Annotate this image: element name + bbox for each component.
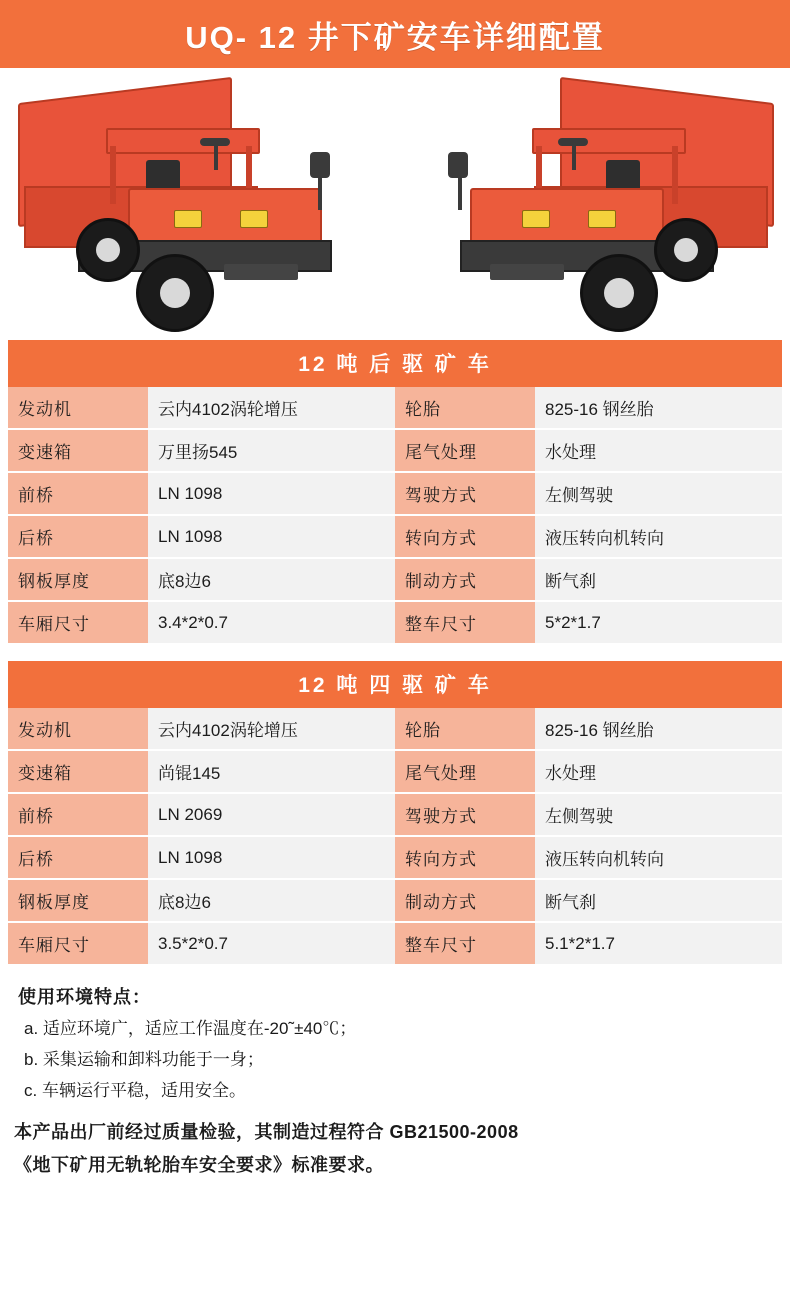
spec-label: 后桥 xyxy=(8,515,148,558)
spec-block-four-wheel-drive xyxy=(8,661,782,964)
wheel-rear xyxy=(76,218,140,282)
spec-value: LN 1098 xyxy=(148,515,395,558)
spec-label: 车厢尺寸 xyxy=(8,922,148,964)
spec-value: 断气刹 xyxy=(535,879,782,922)
spec-table xyxy=(8,387,782,643)
table-row xyxy=(8,879,782,922)
spec-label: 制动方式 xyxy=(395,558,535,601)
spec-value: 液压转向机转向 xyxy=(535,836,782,879)
spec-value: 825-16 钢丝胎 xyxy=(535,387,782,429)
usage-notes xyxy=(0,964,790,1106)
spec-value: 液压转向机转向 xyxy=(535,515,782,558)
headlamp-right xyxy=(588,210,616,228)
spec-value: 万里扬545 xyxy=(148,429,395,472)
spec-value: 断气刹 xyxy=(535,558,782,601)
table-row xyxy=(8,922,782,964)
spec-value: LN 1098 xyxy=(148,836,395,879)
spec-table-title: 12 吨 后 驱 矿 车 xyxy=(8,340,782,387)
spec-label: 发动机 xyxy=(8,708,148,750)
wheel-rear xyxy=(654,218,718,282)
side-mirror xyxy=(310,152,330,178)
spec-label: 后桥 xyxy=(8,836,148,879)
spec-value: 云内4102涡轮增压 xyxy=(148,387,395,429)
spec-label: 车厢尺寸 xyxy=(8,601,148,643)
canopy-post-front xyxy=(110,146,116,204)
spec-label: 整车尺寸 xyxy=(395,601,535,643)
steering-wheel xyxy=(200,138,230,146)
spec-label: 变速箱 xyxy=(8,429,148,472)
compliance-statement xyxy=(0,1106,790,1182)
usage-note-item: a. 适应环境广，适应工作温度在-20˜±40℃； xyxy=(24,1019,357,1038)
truck-image-right xyxy=(400,68,770,340)
spec-label: 转向方式 xyxy=(395,836,535,879)
side-mirror xyxy=(448,152,468,178)
headlamp-left xyxy=(174,210,202,228)
table-row xyxy=(8,429,782,472)
steering-column xyxy=(572,144,576,170)
spec-value: 水处理 xyxy=(535,750,782,793)
table-row xyxy=(8,750,782,793)
compliance-statement-line1: 本产品出厂前经过质量检验，其制造过程符合 GB21500-2008 xyxy=(14,1122,519,1142)
spec-label: 前桥 xyxy=(8,472,148,515)
cab-canopy xyxy=(106,128,260,154)
table-row xyxy=(8,387,782,429)
table-separator xyxy=(0,643,790,661)
table-row xyxy=(8,793,782,836)
spec-label: 驾驶方式 xyxy=(395,472,535,515)
page-header xyxy=(0,0,790,68)
table-row xyxy=(8,558,782,601)
steering-wheel xyxy=(558,138,588,146)
spec-block-rear-drive xyxy=(8,340,782,643)
truck-image-left xyxy=(18,68,388,340)
spec-label: 尾气处理 xyxy=(395,750,535,793)
headlamp-right xyxy=(240,210,268,228)
mud-guard xyxy=(224,264,298,280)
spec-label: 转向方式 xyxy=(395,515,535,558)
spec-value: 底8边6 xyxy=(148,879,395,922)
spec-label: 钢板厚度 xyxy=(8,558,148,601)
usage-notes-heading: 使用环境特点： xyxy=(18,987,151,1007)
spec-value: 底8边6 xyxy=(148,558,395,601)
spec-value: 825-16 钢丝胎 xyxy=(535,708,782,750)
cab-canopy xyxy=(532,128,686,154)
table-row xyxy=(8,472,782,515)
wheel-front xyxy=(136,254,214,332)
table-row xyxy=(8,708,782,750)
spec-label: 轮胎 xyxy=(395,387,535,429)
spec-value: LN 2069 xyxy=(148,793,395,836)
table-row xyxy=(8,836,782,879)
spec-label: 轮胎 xyxy=(395,708,535,750)
spec-label: 前桥 xyxy=(8,793,148,836)
headlamp-left xyxy=(522,210,550,228)
mud-guard xyxy=(490,264,564,280)
usage-note-item: b. 采集运输和卸料功能于一身； xyxy=(24,1050,264,1069)
spec-label: 整车尺寸 xyxy=(395,922,535,964)
spec-label: 制动方式 xyxy=(395,879,535,922)
usage-note-item: c. 车辆运行平稳，适用安全。 xyxy=(24,1081,246,1100)
spec-label: 驾驶方式 xyxy=(395,793,535,836)
steering-column xyxy=(214,144,218,170)
spec-label: 变速箱 xyxy=(8,750,148,793)
spec-table-title: 12 吨 四 驱 矿 车 xyxy=(8,661,782,708)
spec-value: 3.4*2*0.7 xyxy=(148,601,395,643)
product-photo-band xyxy=(0,68,790,340)
spec-table xyxy=(8,708,782,964)
page-title: UQ- 12 井下矿安车详细配置 xyxy=(185,19,605,55)
spec-label: 钢板厚度 xyxy=(8,879,148,922)
spec-value: 云内4102涡轮增压 xyxy=(148,708,395,750)
spec-value: 左侧驾驶 xyxy=(535,793,782,836)
table-row xyxy=(8,601,782,643)
compliance-statement-line2: 《地下矿用无轨轮胎车安全要求》标准要求。 xyxy=(14,1155,384,1175)
table-row xyxy=(8,515,782,558)
spec-value: 5*2*1.7 xyxy=(535,601,782,643)
spec-value: 左侧驾驶 xyxy=(535,472,782,515)
spec-label: 发动机 xyxy=(8,387,148,429)
spec-value: LN 1098 xyxy=(148,472,395,515)
spec-value: 水处理 xyxy=(535,429,782,472)
spec-label: 尾气处理 xyxy=(395,429,535,472)
wheel-front xyxy=(580,254,658,332)
spec-value: 3.5*2*0.7 xyxy=(148,922,395,964)
spec-value: 5.1*2*1.7 xyxy=(535,922,782,964)
canopy-post-rear xyxy=(672,146,678,204)
spec-value: 尚锟145 xyxy=(148,750,395,793)
